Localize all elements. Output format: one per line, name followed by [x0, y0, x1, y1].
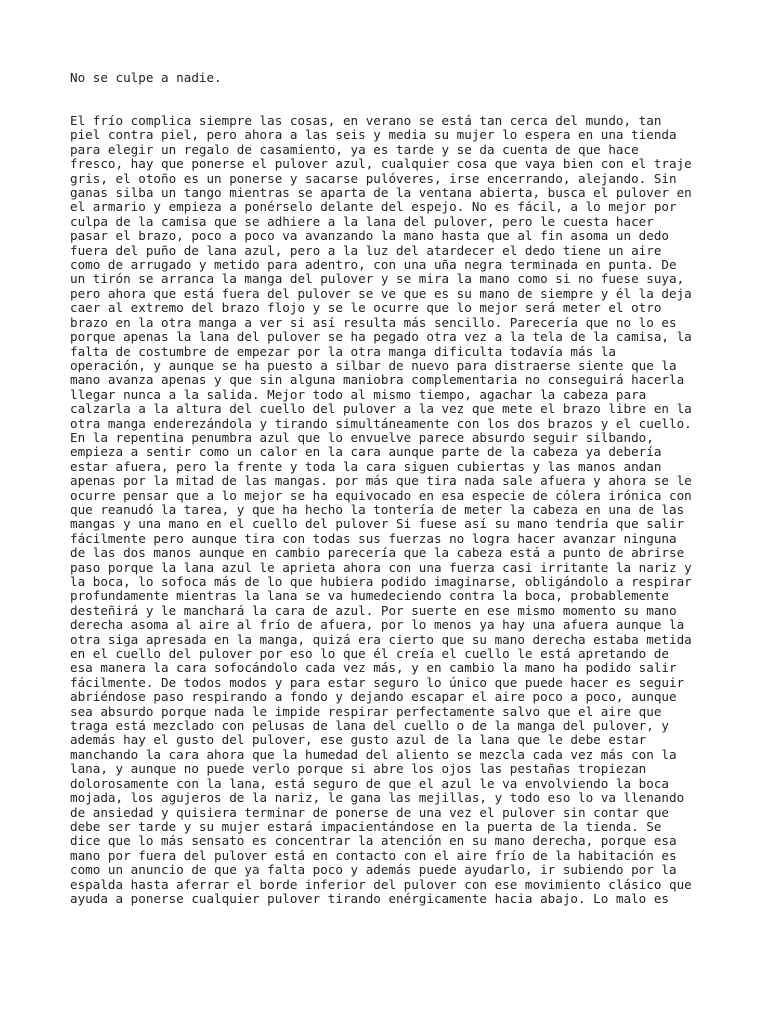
text-line: otra siga apresada en la manga, quizá era cierto que su mano derecha estaba metida: [70, 631, 692, 647]
text-line: la boca, lo sofoca más de lo que hubiera podido imaginarse, obligándolo a respirar: [70, 574, 692, 589]
text-line: que reanudó la tarea, y que ha hecho la tontería de meter la cabeza en una de las: [70, 501, 685, 517]
text-line: para elegir un regalo de casamiento, ya es tarde y se da cuenta de que hace: [70, 141, 639, 157]
text-line: fácilmente. De todos modos y para estar seguro lo único que puede hacer es seguir: [70, 674, 685, 690]
text-line: mojada, los agujeros de la nariz, le gana las mejillas, y todo eso lo va llenando: [70, 790, 685, 806]
text-line: porque apenas la lana del pulover se ha pegado otra vez a la tela de la camisa, la: [70, 329, 692, 345]
text-line: gris, el otoño es un ponerse y sacarse pulóveres, irse encerrando, alejando. Sin: [70, 170, 677, 186]
text-line: en el cuello del pulover por eso lo que él creía el cuello le está apretando de: [70, 646, 669, 662]
text-line: de ansiedad y quisiera terminar de ponerse de una vez el pulover sin contar que: [70, 804, 669, 820]
text-line: fresco, hay que ponerse el pulover azul, cualquier cosa que vaya bien con el traje: [70, 156, 692, 172]
text-line: como un anuncio de que ya falta poco y además puede ayudarlo, ir subiendo por la: [70, 862, 677, 878]
document-title: No se culpe a nadie.: [70, 70, 222, 85]
text-line: derecha asoma al aire al frío de afuera, por lo menos ya hay una afuera aunque la: [70, 617, 685, 633]
text-line: dolorosamente con la lana, está seguro de que el azul le va envolviendo la boca: [70, 775, 669, 791]
text-line: paso porque la lana azul le aprieta ahora con una fuerza casi irritante la nariz y: [70, 559, 692, 575]
text-line: manchando la cara ahora que la humedad del aliento se mezcla cada vez más con la: [70, 746, 677, 762]
text-line: mano avanza apenas y que sin alguna maniobra complementaria no conseguirá hacerla: [70, 372, 685, 388]
text-line: de las dos manos aunque en cambio parecería que la cabeza está a punto de abrirse: [70, 545, 685, 561]
text-line: abriéndose paso respirando a fondo y dejando escapar el aire poco a poco, aunque: [70, 689, 677, 705]
text-line: ayuda a ponerse cualquier pulover tirando enérgicamente hacia abajo. Lo malo es: [70, 890, 669, 906]
text-line: lana, y aunque no puede verlo porque si abre los ojos las pestañas tropiezan: [70, 761, 647, 777]
text-line: mano por fuera del pulover está en contacto con el aire frío de la habitación es: [70, 847, 677, 863]
document-body: [70, 114, 692, 906]
text-line: culpa de la camisa que se adhiere a la lana del pulover, pero le cuesta hacer: [70, 213, 654, 229]
text-line: caer al extremo del brazo flojo y se le ocurre que lo mejor será meter el otro: [70, 300, 662, 316]
text-line: como de arrugado y metido para adentro, con una uña negra terminada en punta. De: [70, 257, 677, 273]
text-line: llegar nunca a la salida. Mejor todo al mismo tiempo, agachar la cabeza para: [70, 386, 647, 402]
text-line: estar afuera, pero la frente y toda la cara siguen cubiertas y las manos andan: [70, 458, 662, 474]
text-line: otra manga enderezándola y tirando simultáneamente con los dos brazos y el cuello.: [70, 415, 692, 431]
text-line: falta de costumbre de empezar por la otra manga dificulta todavía más la: [70, 343, 616, 359]
text-line: esa manera la cara sofocándolo cada vez más, y en cambio la mano ha podido salir: [70, 660, 677, 676]
text-line: debe ser tarde y su mujer estará impacientándose en la puerta de la tienda. Se: [70, 818, 662, 834]
text-line: profundamente mientras la lana se va humedeciendo contra la boca, probablemente: [70, 588, 669, 604]
text-line: piel contra piel, pero ahora a las seis y media su mujer lo espera en una tienda: [70, 127, 677, 143]
text-line: sea absurdo porque nada le impide respirar perfectamente salvo que el aire que: [70, 703, 662, 719]
text-line: En la repentina penumbra azul que lo envuelve parece absurdo seguir silbando,: [70, 429, 654, 445]
text-line: espalda hasta aferrar el borde inferior del pulover con ese movimiento clásico que: [70, 876, 692, 892]
text-line: dice que lo más sensato es concentrar la atención en su mano derecha, porque esa: [70, 833, 677, 849]
text-line: apenas por la mitad de las mangas. por más que tira nada sale afuera y ahora se le: [70, 473, 692, 489]
text-line: traga está mezclado con pelusas de lana del cuello o de la manga del pulover, y: [70, 718, 669, 734]
text-line: pero ahora que está fuera del pulover se ve que es su mano de siempre y él la deja: [70, 285, 692, 301]
text-line: empieza a sentir como un calor en la cara aunque parte de la cabeza ya debería: [70, 444, 662, 460]
text-line: pasar el brazo, poco a poco va avanzando la mano hasta que al fin asoma un dedo: [70, 228, 669, 244]
text-line: fuera del puño de lana azul, pero a la luz del atardecer el dedo tiene un aire: [70, 242, 662, 258]
text-line: El frío complica siempre las cosas, en verano se está tan cerca del mundo, tan: [70, 113, 662, 128]
text-line: calzarla a la altura del cuello del pulover a la vez que mete el brazo libre en la: [70, 401, 692, 417]
text-line: brazo en la otra manga a ver si así resulta más sencillo. Parecería que no lo es: [70, 314, 677, 330]
text-line: un tirón se arranca la manga del pulover y se mira la mano como si no fuese suya,: [70, 271, 685, 287]
text-line: fácilmente pero aunque tira con todas sus fuerzas no logra hacer avanzar ninguna: [70, 530, 677, 546]
text-line: desteñirá y le manchará la cara de azul. Por suerte en ese mismo momento su mano: [70, 602, 677, 618]
text-line: ganas silba un tango mientras se aparta de la ventana abierta, busca el pulover en: [70, 185, 692, 201]
text-line: el armario y empieza a ponérselo delante del espejo. No es fácil, a lo mejor por: [70, 199, 677, 215]
text-line: mangas y una mano en el cuello del pulover Si fuese así su mano tendría que salir: [70, 516, 685, 532]
text-line: además hay el gusto del pulover, ese gusto azul de la lana que le debe estar: [70, 732, 647, 748]
text-line: ocurre pensar que a lo mejor se ha equivocado en esa especie de cólera irónica con: [70, 487, 692, 503]
text-line: operación, y aunque se ha puesto a silbar de nuevo para distraerse siente que la: [70, 357, 677, 373]
